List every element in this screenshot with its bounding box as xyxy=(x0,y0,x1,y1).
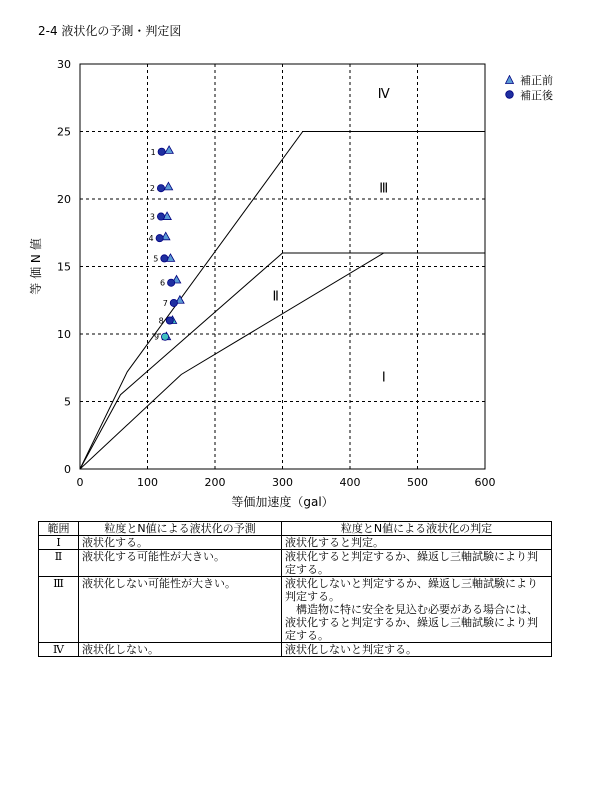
x-tick-label: 500 xyxy=(407,476,428,489)
x-tick-label: 0 xyxy=(76,476,84,489)
range-cell: Ⅳ xyxy=(39,643,79,657)
region-label: Ⅰ xyxy=(381,370,386,386)
x-axis-label: 等価加速度（gal） xyxy=(231,495,334,509)
judgement-text: 液状化すると判定するか、繰返し三軸試験により判定する。 xyxy=(285,550,538,576)
legend-item-after xyxy=(505,87,553,102)
x-tick-label: 100 xyxy=(137,476,158,489)
region-label: Ⅱ xyxy=(272,289,279,305)
data-point-after xyxy=(157,185,164,192)
data-point-after xyxy=(158,148,165,155)
table-row xyxy=(39,643,552,657)
prediction-cell: 液状化しない可能性が大きい。 xyxy=(79,577,282,643)
circle-marker-icon xyxy=(505,90,514,99)
point-number-label: 6 xyxy=(160,278,166,288)
table-row xyxy=(39,536,552,550)
region-label: Ⅲ xyxy=(379,181,389,197)
table-row xyxy=(39,550,552,577)
x-tick-label: 300 xyxy=(272,476,293,489)
page-title: 2-4 液状化の予測・判定図 xyxy=(38,24,182,38)
legend xyxy=(505,72,553,102)
region-label: Ⅳ xyxy=(377,86,390,102)
x-tick-label: 600 xyxy=(474,476,496,489)
y-tick-label: 15 xyxy=(57,260,71,274)
point-number-label: 9 xyxy=(153,332,160,342)
y-tick-label: 20 xyxy=(57,193,71,206)
table-header-row xyxy=(39,522,552,536)
point-number-label: 3 xyxy=(149,212,155,222)
point-number-label: 2 xyxy=(149,184,155,194)
data-point-after xyxy=(157,213,164,220)
x-tick-label: 400 xyxy=(339,476,361,489)
header-range: 範囲 xyxy=(39,522,79,536)
point-number-label: 8 xyxy=(158,316,164,326)
y-tick-label: 10 xyxy=(57,328,71,341)
prediction-cell: 液状化する。 xyxy=(79,536,282,550)
range-cell: Ⅲ xyxy=(39,577,79,643)
triangle-marker-icon xyxy=(505,75,514,84)
data-point-after xyxy=(156,235,163,242)
point-number-label: 1 xyxy=(150,147,156,157)
range-cell: Ⅱ xyxy=(39,550,79,577)
point-number-label: 4 xyxy=(148,234,154,244)
legend-label-before: 補正前 xyxy=(520,73,553,87)
x-tick-label: 200 xyxy=(204,476,226,489)
judgement-text: 液状化すると判定。 xyxy=(285,536,384,549)
y-tick-label: 0 xyxy=(64,463,71,476)
judgement-text: 液状化しないと判定する。 xyxy=(285,643,417,656)
range-cell: Ⅰ xyxy=(39,536,79,550)
judgement-cell xyxy=(282,536,552,550)
judgement-cell xyxy=(282,550,552,577)
y-tick-label: 25 xyxy=(57,125,71,139)
table-row xyxy=(39,577,552,643)
legend-item-before xyxy=(505,72,553,87)
judgement-table xyxy=(38,521,552,657)
point-number-label: 7 xyxy=(162,298,168,308)
judgement-text-note: 構造物に特に安全を見込む必要がある場合には、液状化すると判定するか、繰返し三軸試験により判定する。 xyxy=(285,603,538,642)
boundary-line xyxy=(80,253,384,469)
header-judgement: 粒度とN値による液状化の判定 xyxy=(282,522,552,536)
point-number-label: 5 xyxy=(153,254,159,264)
data-point-before xyxy=(165,146,173,154)
y-axis-label: 等 価 N 値 xyxy=(29,238,43,295)
data-point-after xyxy=(161,333,168,340)
judgement-cell xyxy=(282,577,552,643)
prediction-cell: 液状化する可能性が大きい。 xyxy=(79,550,282,577)
data-point-after xyxy=(170,299,177,306)
legend-label-after: 補正後 xyxy=(520,88,553,102)
y-tick-label: 30 xyxy=(57,58,71,71)
y-tick-label: 5 xyxy=(64,395,71,409)
judgement-cell xyxy=(282,643,552,657)
header-prediction: 粒度とN値による液状化の予測 xyxy=(79,522,282,536)
data-point-before xyxy=(164,182,172,190)
data-point-after xyxy=(166,317,173,324)
prediction-cell: 液状化しない。 xyxy=(79,643,282,657)
data-point-after xyxy=(161,255,168,262)
judgement-text: 液状化しないと判定するか、繰返し三軸試験により判定する。 xyxy=(285,577,538,603)
data-point-after xyxy=(168,279,175,286)
